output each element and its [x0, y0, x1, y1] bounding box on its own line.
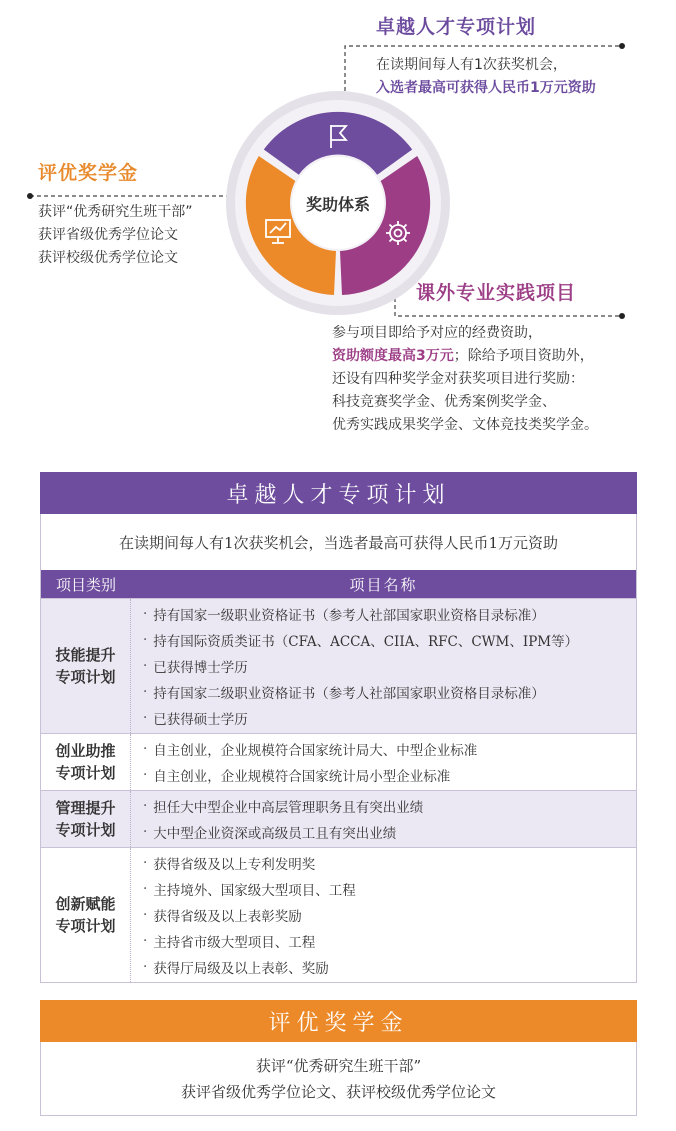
bullet: · — [143, 710, 148, 726]
list-item — [143, 793, 636, 819]
bullet: · — [143, 881, 148, 897]
bullet: · — [143, 933, 148, 949]
category-line: 专项计划 — [55, 917, 116, 935]
scholarship-desc — [38, 201, 193, 270]
list-item — [143, 928, 636, 954]
list-item — [143, 627, 636, 653]
group-category — [41, 791, 131, 847]
bullet: · — [143, 798, 148, 814]
list-item — [143, 762, 636, 788]
section-scholarship-box — [40, 1042, 637, 1116]
bullet: · — [143, 741, 148, 757]
table-group-management — [41, 790, 636, 847]
practice-desc-line2 — [332, 345, 598, 368]
item-text: 大中型企业资深或高级员工且有突出业绩 — [153, 826, 397, 842]
practice-connector-dot — [619, 313, 625, 319]
item-text: 持有国家二级职业资格证书（参考人社部国家职业资格目录标准） — [153, 686, 545, 702]
talent-desc — [376, 54, 596, 100]
list-item — [143, 819, 636, 845]
list-item — [143, 954, 636, 980]
practice-desc-line2-rest: ；除给予项目资助外， — [453, 348, 594, 364]
table-group-skill — [41, 598, 636, 733]
scholarship-title: 评优奖学金 — [38, 162, 139, 184]
practice-title: 课外专业实践项目 — [416, 282, 577, 304]
talent-connector-dot — [619, 43, 625, 49]
category-line: 创业助推 — [55, 742, 116, 760]
practice-desc-line4: 科技竞赛奖学金、优秀案例奖学金、 — [332, 394, 556, 410]
group-category — [41, 599, 131, 733]
col-header-category: 项目类别 — [55, 575, 116, 594]
scholarship-desc-line: 获评校级优秀学位论文 — [38, 250, 178, 266]
category-line: 专项计划 — [55, 821, 116, 839]
table-group-startup — [41, 733, 636, 790]
diagram-center-label: 奖助体系 — [305, 195, 370, 214]
bullet: · — [143, 959, 148, 975]
item-text: 持有国际资质类证书（CFA、ACCA、CIIA、RFC、CWM、IPM等） — [153, 634, 579, 650]
item-text: 主持境外、国家级大型项目、工程 — [153, 883, 356, 899]
category-line: 专项计划 — [55, 764, 116, 782]
list-item — [143, 902, 636, 928]
practice-amount-highlight: 资助额度最高3万元 — [332, 348, 454, 364]
list-item — [143, 679, 636, 705]
item-text: 主持省市级大型项目、工程 — [153, 935, 316, 951]
scholarship-connector-dot — [27, 193, 33, 199]
table-header-row — [41, 570, 636, 598]
practice-desc-line3: 还设有四种奖学金对获奖项目进行奖励： — [332, 371, 584, 387]
item-text: 已获得硕士学历 — [153, 712, 248, 728]
category-line: 创新赋能 — [55, 895, 116, 913]
list-item — [143, 705, 636, 731]
item-text: 获得省级及以上表彰奖励 — [153, 909, 302, 925]
item-text: 持有国家一级职业资格证书（参考人社部国家职业资格目录标准） — [153, 608, 545, 624]
bullet: · — [143, 632, 148, 648]
section-talent-banner: 卓越人才专项计划 — [40, 472, 637, 514]
list-item — [143, 601, 636, 627]
item-text: 自主创业，企业规模符合国家统计局大、中型企业标准 — [153, 743, 478, 759]
item-text: 自主创业，企业规模符合国家统计局小型企业标准 — [153, 769, 451, 785]
bullet: · — [143, 907, 148, 923]
bullet: · — [143, 767, 148, 783]
item-text: 担任大中型企业中高层管理职务且有突出业绩 — [153, 800, 424, 816]
category-line: 管理提升 — [55, 799, 116, 817]
list-item — [143, 653, 636, 679]
section-talent-table — [40, 514, 637, 983]
table-group-innovation — [41, 847, 636, 982]
bullet: · — [143, 606, 148, 622]
group-category — [41, 848, 131, 982]
group-items — [131, 848, 636, 982]
talent-title: 卓越人才专项计划 — [376, 16, 537, 38]
group-items — [131, 791, 636, 847]
bullet: · — [143, 855, 148, 871]
scholarship-desc-line: 获评省级优秀学位论文 — [38, 227, 178, 243]
list-item — [143, 736, 636, 762]
section-scholarship-banner: 评优奖学金 — [40, 1000, 637, 1042]
category-line: 技能提升 — [55, 646, 116, 664]
section-talent-subline: 在读期间每人有1次获奖机会，当选者最高可获得人民币1万元资助 — [118, 533, 559, 552]
category-line: 专项计划 — [55, 668, 116, 686]
item-text: 已获得博士学历 — [153, 660, 248, 676]
group-items — [131, 599, 636, 733]
bullet: · — [143, 824, 148, 840]
list-item — [143, 850, 636, 876]
col-header-name: 项目名称 — [349, 575, 418, 594]
practice-desc — [332, 322, 598, 437]
list-item — [143, 876, 636, 902]
scholarship-line1: 获评“优秀研究生班干部” — [255, 1056, 422, 1075]
group-items — [131, 734, 636, 790]
item-text: 获得厅局级及以上表彰、奖励 — [153, 961, 329, 977]
bullet: · — [143, 684, 148, 700]
scholarship-desc-line: 获评“优秀研究生班干部” — [38, 204, 193, 220]
scholarship-line2: 获评省级优秀学位论文、获评校级优秀学位论文 — [180, 1082, 496, 1101]
item-text: 获得省级及以上专利发明奖 — [153, 857, 316, 873]
practice-desc-line1: 参与项目即给予对应的经费资助， — [332, 325, 542, 341]
practice-desc-line5: 优秀实践成果奖学金、文体竞技类奖学金。 — [332, 417, 598, 433]
bullet: · — [143, 658, 148, 674]
talent-desc-line1: 在读期间每人有1次获奖机会， — [376, 57, 567, 73]
group-category — [41, 734, 131, 790]
talent-desc-line2: 入选者最高可获得人民币1万元资助 — [376, 80, 596, 96]
